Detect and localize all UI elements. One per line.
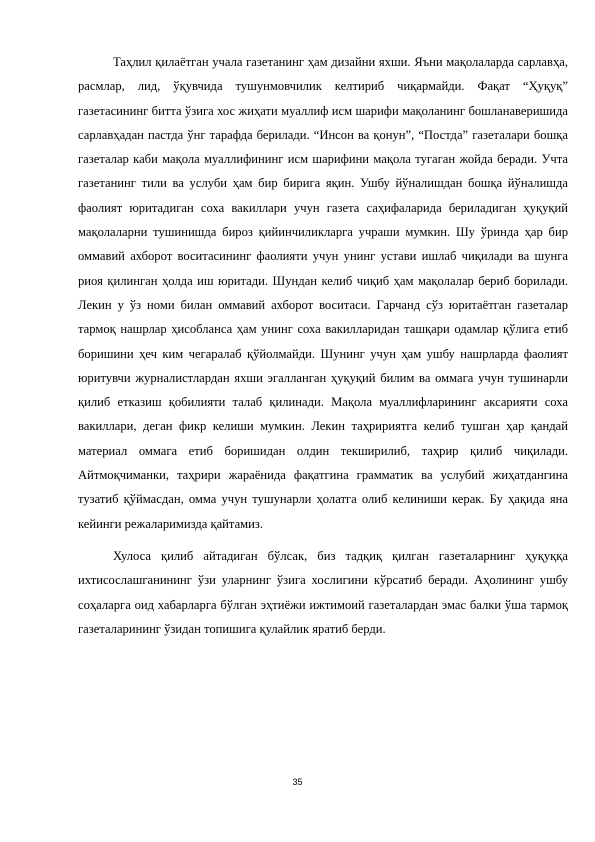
page-number: 35 — [292, 777, 303, 787]
paragraph-analysis: Таҳлил қилаётган учала газетанинг ҳам дизайни яхши. Яъни мақолаларда сарлавҳа, расмлар, лид, ўқувчида тушунмовчилик келтириб чиқармайди. Фақат “Ҳуқуқ” газетасининг битта ўзига хос жиҳати муаллиф исм шарифи мақоланинг бошланаверишида сарлавҳадан пастда ўнг тарафда берилади. “Инсон ва қонун”, “Постда” газеталари бошқа газеталар каби мақола муаллифининг исм шарифини мақола тугаган жойда беради. Учта газетанинг тили ва услуби ҳам бир бирига яқин. Ушбу йўналишдан бошқа йўналишда фаолият юритадиган соха вакиллари учун газета саҳифаларида бериладиган ҳуқуқий мақолаларни тушинишда бироз қийинчиликларга учраши мумкин. Шу ўринда ҳар бир оммавий ахборот воситасининг фаолияти учун унинг устави ишлаб чиқилади ва шунга риоя қилинган ҳолда иш юритади. Шундан келиб чиқиб ҳам мақолалар бериб борилади. Лекин у ўз номи билан оммавий ахборот воситаси. Гарчанд сўз юритаётган газеталар тармоқ нашрлар ҳисобланса ҳам унинг соха вакилларидан ташқари одамлар қўлига етиб боришини ҳеч ким чегаралаб қўйолмайди. Шунинг учун ҳам ушбу нашрларда фаолият юритувчи журналистлардан яхши эгалланган ҳуқуқий билим ва оммага учун тушинарли қилиб етказиш қобилияти талаб қилинади. Мақола муаллифларининг аксарияти соха вакиллари, деган фикр келиши мумкин. Лекин таҳририятга келиб тушган ҳар қандай материал оммага етиб боришидан олдин текширилиб, таҳрир қилиб чиқилади. Айтмоқчиманки, таҳрири жараёнида фақатгина грамматик ва услубий жиҳатдангина тузатиб қўймасдан, омма учун тушунарли ҳолатга олиб келиниши керак. Бу ҳақида яна кейинги режаларимизда қайтамиз. — [78, 55, 568, 531]
body-text — [78, 50, 568, 641]
paragraph-conclusion: Хулоса қилиб айтадиган бўлсак, биз тадқиқ қилган газеталарнинг ҳуқуққа ихтисослашганининг ўзи уларнинг ўзига хослигини кўрсатиб беради. Аҳолининг ушбу соҳаларга оид хабарларга бўлган эҳтиёжи ижтимоий газеталардан эмас балки ўша тармоқ газеталарининг ўзидан топишига қулайлик яратиб берди. — [78, 548, 568, 636]
